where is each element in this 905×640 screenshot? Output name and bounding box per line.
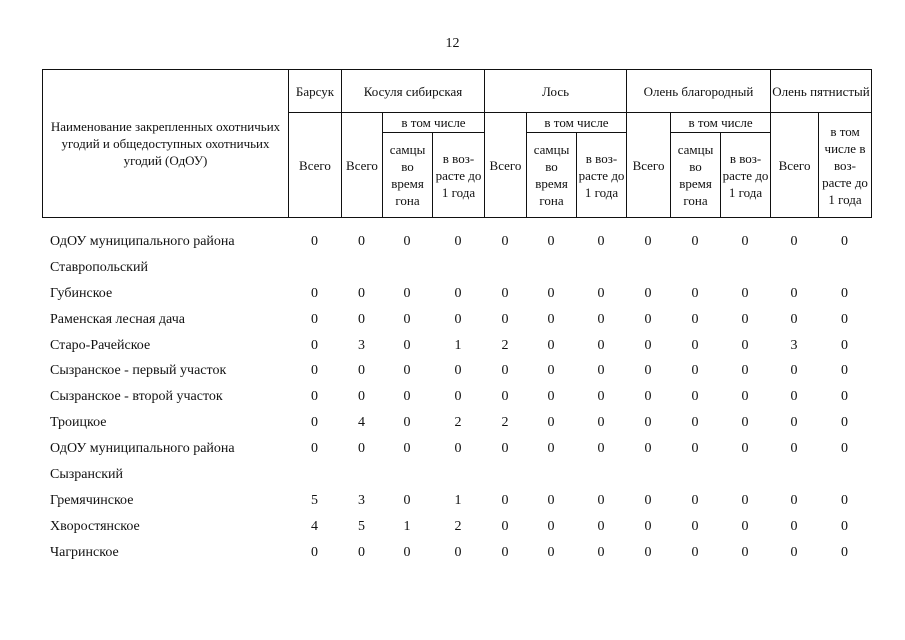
value-cell: 0 xyxy=(644,441,652,457)
value-cell: 0 xyxy=(691,311,699,327)
value-cell: 0 xyxy=(790,311,798,327)
value-cell: 0 xyxy=(841,311,848,327)
value-cell xyxy=(432,462,484,488)
value-cell: 0 xyxy=(403,285,411,301)
table-row xyxy=(42,540,871,566)
value-cell: 0 xyxy=(597,285,605,301)
header-kosulya-subgroup: в том числе xyxy=(383,113,485,133)
table-row xyxy=(42,333,871,359)
value-cell: 0 xyxy=(741,337,749,353)
value-cell: 0 xyxy=(644,311,652,327)
value-cell: 0 xyxy=(311,389,318,405)
value-cell xyxy=(341,255,382,281)
value-cell: 0 xyxy=(403,363,411,379)
value-cell xyxy=(432,255,484,281)
value-cell: 0 xyxy=(597,363,605,379)
value-cell: 0 xyxy=(454,233,462,249)
header-olen-blagorodny-young: в воз-расте до 1 года xyxy=(721,133,771,218)
value-cell: 0 xyxy=(403,415,411,431)
value-cell xyxy=(670,462,720,488)
table-row xyxy=(42,358,871,384)
value-cell: 0 xyxy=(644,233,652,249)
value-cell xyxy=(720,255,770,281)
table-header xyxy=(42,69,872,218)
value-cell: 2 xyxy=(501,337,509,353)
value-cell: 0 xyxy=(644,518,652,534)
value-cell: 0 xyxy=(454,363,462,379)
table-row xyxy=(42,462,871,488)
header-olen-pyatnisty-total: Всего xyxy=(771,113,819,218)
value-cell xyxy=(382,462,432,488)
value-cell: 0 xyxy=(403,311,411,327)
value-cell: 3 xyxy=(790,337,798,353)
value-cell: 0 xyxy=(358,311,365,327)
row-name: ОдОУ муниципального района xyxy=(50,233,235,249)
value-cell: 0 xyxy=(841,415,848,431)
value-cell: 0 xyxy=(741,544,749,560)
value-cell: 0 xyxy=(597,337,605,353)
value-cell: 0 xyxy=(311,337,318,353)
value-cell: 0 xyxy=(358,285,365,301)
header-name-column: Наименование закрепленных охотничьих угодий и общедоступных охотничьих угодий (ОдОУ) xyxy=(43,70,289,218)
value-cell: 0 xyxy=(741,415,749,431)
value-cell: 0 xyxy=(547,233,555,249)
value-cell: 0 xyxy=(741,233,749,249)
value-cell: 0 xyxy=(547,311,555,327)
value-cell: 0 xyxy=(691,492,699,508)
value-cell: 4 xyxy=(311,518,318,534)
value-cell: 2 xyxy=(454,518,462,534)
value-cell: 0 xyxy=(501,518,509,534)
value-cell: 0 xyxy=(403,544,411,560)
value-cell: 0 xyxy=(597,518,605,534)
value-cell: 0 xyxy=(454,311,462,327)
value-cell xyxy=(526,462,576,488)
value-cell: 0 xyxy=(841,441,848,457)
value-cell: 0 xyxy=(547,441,555,457)
value-cell: 0 xyxy=(741,389,749,405)
value-cell: 0 xyxy=(841,389,848,405)
value-cell: 0 xyxy=(403,389,411,405)
value-cell: 0 xyxy=(597,544,605,560)
row-name: Ставропольский xyxy=(50,259,148,275)
value-cell: 0 xyxy=(454,389,462,405)
value-cell: 0 xyxy=(358,389,365,405)
value-cell: 0 xyxy=(790,441,798,457)
value-cell: 0 xyxy=(454,285,462,301)
data-table xyxy=(42,229,871,566)
value-cell: 0 xyxy=(790,415,798,431)
value-cell: 0 xyxy=(454,544,462,560)
value-cell: 0 xyxy=(454,441,462,457)
value-cell: 0 xyxy=(841,363,848,379)
value-cell: 0 xyxy=(841,544,848,560)
value-cell xyxy=(288,255,341,281)
value-cell: 0 xyxy=(547,544,555,560)
value-cell: 0 xyxy=(403,233,411,249)
header-olen-blagorodny-males: самцы во время гона xyxy=(671,133,721,218)
value-cell xyxy=(484,462,526,488)
value-cell xyxy=(720,462,770,488)
row-name: Троицкое xyxy=(50,415,107,431)
value-cell: 0 xyxy=(644,337,652,353)
value-cell xyxy=(484,255,526,281)
value-cell: 0 xyxy=(644,389,652,405)
value-cell: 0 xyxy=(311,233,318,249)
value-cell: 0 xyxy=(501,311,509,327)
value-cell: 0 xyxy=(597,441,605,457)
row-name: Раменская лесная дача xyxy=(50,311,185,327)
value-cell: 0 xyxy=(501,285,509,301)
data-body xyxy=(42,229,871,566)
header-group-barsuk: Барсук xyxy=(289,70,342,113)
value-cell: 0 xyxy=(691,544,699,560)
value-cell: 0 xyxy=(741,311,749,327)
value-cell: 0 xyxy=(358,441,365,457)
value-cell: 0 xyxy=(691,518,699,534)
value-cell: 1 xyxy=(454,492,462,508)
header-group-kosulya: Косуля сибирская xyxy=(342,70,485,113)
value-cell: 1 xyxy=(403,518,411,534)
value-cell xyxy=(288,462,341,488)
value-cell: 0 xyxy=(691,233,699,249)
value-cell: 0 xyxy=(358,233,365,249)
header-olen-blagorodny-subgroup: в том числе xyxy=(671,113,771,133)
value-cell: 0 xyxy=(691,337,699,353)
value-cell: 0 xyxy=(790,492,798,508)
value-cell: 4 xyxy=(358,415,365,431)
header-kosulya-total: Всего xyxy=(342,113,383,218)
header-kosulya-males: самцы во время гона xyxy=(383,133,433,218)
value-cell: 0 xyxy=(597,389,605,405)
value-cell: 0 xyxy=(841,492,848,508)
value-cell: 0 xyxy=(403,492,411,508)
row-name: Хворостянское xyxy=(50,518,140,534)
value-cell: 0 xyxy=(547,492,555,508)
value-cell: 0 xyxy=(501,441,509,457)
value-cell: 0 xyxy=(358,363,365,379)
value-cell: 1 xyxy=(454,337,462,353)
value-cell: 0 xyxy=(547,337,555,353)
value-cell: 0 xyxy=(311,311,318,327)
value-cell: 0 xyxy=(311,415,318,431)
value-cell: 0 xyxy=(691,441,699,457)
value-cell: 0 xyxy=(741,285,749,301)
table-row xyxy=(42,436,871,462)
value-cell: 0 xyxy=(841,285,848,301)
value-cell xyxy=(770,462,818,488)
value-cell: 0 xyxy=(403,441,411,457)
page-number: 12 xyxy=(445,36,460,51)
value-cell: 0 xyxy=(691,389,699,405)
row-name: Сызранский xyxy=(50,466,123,482)
header-los-males: самцы во время гона xyxy=(527,133,577,218)
value-cell xyxy=(670,255,720,281)
value-cell: 0 xyxy=(311,441,318,457)
value-cell xyxy=(770,255,818,281)
value-cell xyxy=(576,255,626,281)
value-cell: 0 xyxy=(841,337,848,353)
value-cell: 0 xyxy=(644,363,652,379)
row-name: Сызранское - первый участок xyxy=(50,363,227,379)
value-cell: 0 xyxy=(841,518,848,534)
header-kosulya-young: в воз-расте до 1 года xyxy=(433,133,485,218)
row-name: Сызранское - второй участок xyxy=(50,389,223,405)
value-cell: 0 xyxy=(501,492,509,508)
value-cell: 0 xyxy=(644,285,652,301)
value-cell: 0 xyxy=(691,285,699,301)
value-cell: 0 xyxy=(790,518,798,534)
value-cell xyxy=(818,255,871,281)
table-row xyxy=(42,514,871,540)
row-name: Старо-Рачейское xyxy=(50,337,151,353)
header-group-olen-blagorodny: Олень благородный xyxy=(627,70,771,113)
value-cell: 0 xyxy=(790,285,798,301)
value-cell: 0 xyxy=(644,492,652,508)
value-cell: 0 xyxy=(501,389,509,405)
value-cell xyxy=(382,255,432,281)
header-los-total: Всего xyxy=(485,113,527,218)
header-olen-blagorodny-total: Всего xyxy=(627,113,671,218)
table-row xyxy=(42,488,871,514)
row-name: ОдОУ муниципального района xyxy=(50,441,235,457)
value-cell: 0 xyxy=(501,363,509,379)
value-cell xyxy=(526,255,576,281)
value-cell: 0 xyxy=(547,389,555,405)
value-cell: 2 xyxy=(501,415,509,431)
value-cell: 5 xyxy=(311,492,318,508)
value-cell: 0 xyxy=(501,233,509,249)
table-row xyxy=(42,255,871,281)
value-cell: 3 xyxy=(358,492,365,508)
header-barsuk-total: Всего xyxy=(289,113,342,218)
value-cell: 0 xyxy=(547,363,555,379)
value-cell: 2 xyxy=(454,415,462,431)
header-los-young: в воз-расте до 1 года xyxy=(577,133,627,218)
header-los-subgroup: в том числе xyxy=(527,113,627,133)
value-cell: 0 xyxy=(547,285,555,301)
value-cell: 0 xyxy=(741,363,749,379)
value-cell: 0 xyxy=(790,389,798,405)
row-name: Чагринское xyxy=(50,544,119,560)
value-cell: 0 xyxy=(741,492,749,508)
value-cell: 3 xyxy=(358,337,365,353)
value-cell: 0 xyxy=(597,492,605,508)
table-row xyxy=(42,410,871,436)
value-cell xyxy=(626,255,670,281)
value-cell: 0 xyxy=(597,415,605,431)
value-cell: 0 xyxy=(311,285,318,301)
value-cell: 0 xyxy=(403,337,411,353)
value-cell xyxy=(626,462,670,488)
value-cell: 0 xyxy=(597,311,605,327)
value-cell: 0 xyxy=(644,415,652,431)
row-name: Губинское xyxy=(50,285,113,301)
table-row xyxy=(42,384,871,410)
value-cell: 0 xyxy=(358,544,365,560)
header-group-los: Лось xyxy=(485,70,627,113)
table-row xyxy=(42,307,871,333)
value-cell: 0 xyxy=(691,415,699,431)
value-cell xyxy=(818,462,871,488)
value-cell: 0 xyxy=(691,363,699,379)
value-cell xyxy=(341,462,382,488)
value-cell: 0 xyxy=(741,518,749,534)
value-cell: 0 xyxy=(597,233,605,249)
value-cell: 0 xyxy=(790,544,798,560)
header-group-olen-pyatnisty: Олень пятнистый xyxy=(771,70,872,113)
value-cell: 0 xyxy=(311,363,318,379)
value-cell: 0 xyxy=(311,544,318,560)
table-row xyxy=(42,229,871,255)
value-cell: 0 xyxy=(547,415,555,431)
value-cell: 0 xyxy=(547,518,555,534)
value-cell xyxy=(576,462,626,488)
row-name: Гремячинское xyxy=(50,492,134,508)
table-row xyxy=(42,281,871,307)
value-cell: 0 xyxy=(501,544,509,560)
value-cell: 0 xyxy=(841,233,848,249)
value-cell: 0 xyxy=(644,544,652,560)
value-cell: 0 xyxy=(790,233,798,249)
value-cell: 0 xyxy=(790,363,798,379)
value-cell: 0 xyxy=(741,441,749,457)
header-olen-pyatnisty-young: в том числе в воз-расте до 1 года xyxy=(819,113,872,218)
value-cell: 5 xyxy=(358,518,365,534)
